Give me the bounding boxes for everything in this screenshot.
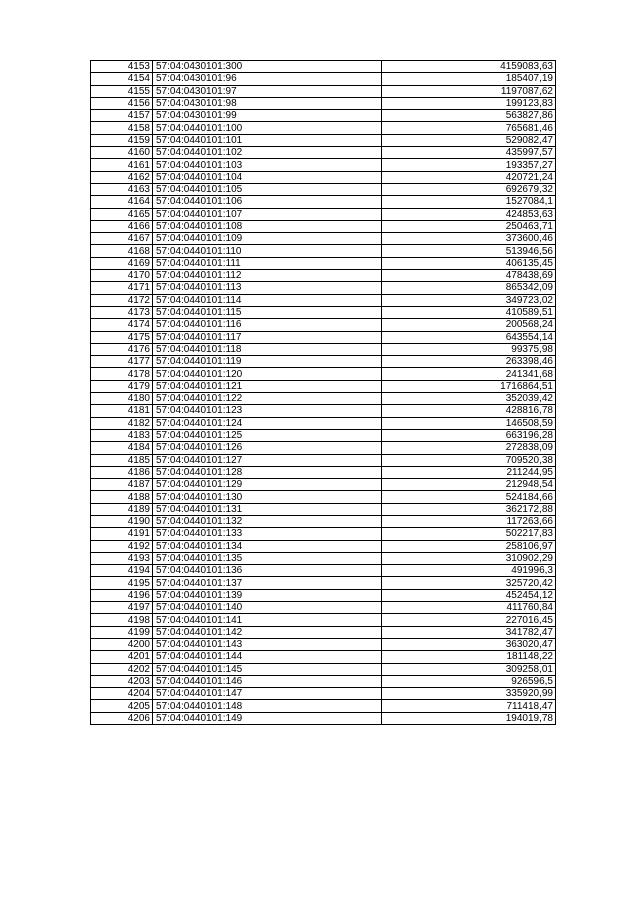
row-number-cell: 4184 xyxy=(91,442,153,454)
cadastral-value-cell: 341782,47 xyxy=(382,626,556,638)
cadastral-number-cell: 57:04:0440101:105 xyxy=(153,183,382,195)
table-row xyxy=(91,270,556,282)
cadastral-number-cell: 57:04:0440101:111 xyxy=(153,257,382,269)
table-row xyxy=(91,417,556,429)
row-number-cell: 4157 xyxy=(91,110,153,122)
table-row xyxy=(91,196,556,208)
table-row xyxy=(91,466,556,478)
table-row xyxy=(91,134,556,146)
cadastral-number-cell: 57:04:0440101:126 xyxy=(153,442,382,454)
cadastral-value-cell: 352039,42 xyxy=(382,393,556,405)
table-row xyxy=(91,479,556,491)
row-number-cell: 4166 xyxy=(91,220,153,232)
cadastral-number-cell: 57:04:0440101:132 xyxy=(153,515,382,527)
cadastral-number-cell: 57:04:0440101:131 xyxy=(153,503,382,515)
cadastral-number-cell: 57:04:0440101:113 xyxy=(153,282,382,294)
row-number-cell: 4202 xyxy=(91,663,153,675)
cadastral-number-cell: 57:04:0440101:101 xyxy=(153,134,382,146)
cadastral-value-cell: 529082,47 xyxy=(382,134,556,146)
cadastral-number-cell: 57:04:0440101:116 xyxy=(153,319,382,331)
row-number-cell: 4154 xyxy=(91,73,153,85)
row-number-cell: 4199 xyxy=(91,626,153,638)
row-number-cell: 4180 xyxy=(91,393,153,405)
cadastral-value-cell: 373600,46 xyxy=(382,233,556,245)
cadastral-number-cell: 57:04:0440101:104 xyxy=(153,171,382,183)
cadastral-number-cell: 57:04:0440101:136 xyxy=(153,565,382,577)
table-row xyxy=(91,405,556,417)
row-number-cell: 4203 xyxy=(91,675,153,687)
cadastral-value-cell: 420721,24 xyxy=(382,171,556,183)
cadastral-number-cell: 57:04:0440101:137 xyxy=(153,577,382,589)
table-row xyxy=(91,515,556,527)
row-number-cell: 4156 xyxy=(91,97,153,109)
cadastral-value-cell: 241341,68 xyxy=(382,368,556,380)
cadastral-value-cell: 502217,83 xyxy=(382,528,556,540)
cadastral-number-cell: 57:04:0440101:139 xyxy=(153,589,382,601)
table-row xyxy=(91,159,556,171)
cadastral-value-cell: 452454,12 xyxy=(382,589,556,601)
table-row xyxy=(91,626,556,638)
cadastral-value-cell: 513946,56 xyxy=(382,245,556,257)
row-number-cell: 4194 xyxy=(91,565,153,577)
table-row xyxy=(91,638,556,650)
table-row xyxy=(91,306,556,318)
table-row xyxy=(91,85,556,97)
row-number-cell: 4198 xyxy=(91,614,153,626)
row-number-cell: 4190 xyxy=(91,515,153,527)
row-number-cell: 4195 xyxy=(91,577,153,589)
cadastral-value-cell: 250463,71 xyxy=(382,220,556,232)
cadastral-value-cell: 117263,66 xyxy=(382,515,556,527)
cadastral-value-cell: 643554,14 xyxy=(382,331,556,343)
cadastral-value-cell: 406135,45 xyxy=(382,257,556,269)
row-number-cell: 4192 xyxy=(91,540,153,552)
cadastral-number-cell: 57:04:0440101:128 xyxy=(153,466,382,478)
cadastral-value-cell: 335920,99 xyxy=(382,688,556,700)
cadastral-number-cell: 57:04:0440101:149 xyxy=(153,712,382,724)
table-row xyxy=(91,380,556,392)
row-number-cell: 4188 xyxy=(91,491,153,503)
row-number-cell: 4185 xyxy=(91,454,153,466)
row-number-cell: 4176 xyxy=(91,343,153,355)
cadastral-value-cell: 1527084,1 xyxy=(382,196,556,208)
cadastral-value-cell: 865342,09 xyxy=(382,282,556,294)
table-row xyxy=(91,528,556,540)
table-row xyxy=(91,343,556,355)
cadastral-number-cell: 57:04:0440101:106 xyxy=(153,196,382,208)
cadastral-number-cell: 57:04:0440101:118 xyxy=(153,343,382,355)
cadastral-number-cell: 57:04:0440101:143 xyxy=(153,638,382,650)
cadastral-value-cell: 200568,24 xyxy=(382,319,556,331)
cadastral-number-cell: 57:04:0440101:140 xyxy=(153,602,382,614)
cadastral-number-cell: 57:04:0440101:112 xyxy=(153,270,382,282)
table-row xyxy=(91,503,556,515)
table-row xyxy=(91,700,556,712)
cadastral-number-cell: 57:04:0440101:127 xyxy=(153,454,382,466)
cadastral-number-cell: 57:04:0440101:122 xyxy=(153,393,382,405)
cadastral-value-cell: 765681,46 xyxy=(382,122,556,134)
row-number-cell: 4183 xyxy=(91,429,153,441)
row-number-cell: 4206 xyxy=(91,712,153,724)
row-number-cell: 4178 xyxy=(91,368,153,380)
table-row xyxy=(91,122,556,134)
row-number-cell: 4173 xyxy=(91,306,153,318)
cadastral-value-cell: 362172,88 xyxy=(382,503,556,515)
cadastral-value-cell: 428816,78 xyxy=(382,405,556,417)
cadastral-number-cell: 57:04:0440101:119 xyxy=(153,356,382,368)
table-row xyxy=(91,183,556,195)
cadastral-number-cell: 57:04:0430101:97 xyxy=(153,85,382,97)
cadastral-number-cell: 57:04:0440101:117 xyxy=(153,331,382,343)
cadastral-value-cell: 212948,54 xyxy=(382,479,556,491)
row-number-cell: 4165 xyxy=(91,208,153,220)
cadastral-number-cell: 57:04:0440101:147 xyxy=(153,688,382,700)
cadastral-value-cell: 211244,95 xyxy=(382,466,556,478)
cadastral-value-cell: 258106,97 xyxy=(382,540,556,552)
row-number-cell: 4162 xyxy=(91,171,153,183)
cadastral-number-cell: 57:04:0440101:123 xyxy=(153,405,382,417)
table-row xyxy=(91,675,556,687)
row-number-cell: 4174 xyxy=(91,319,153,331)
cadastral-value-cell: 1716864,51 xyxy=(382,380,556,392)
cadastral-number-cell: 57:04:0440101:142 xyxy=(153,626,382,638)
cadastral-value-cell: 709520,38 xyxy=(382,454,556,466)
row-number-cell: 4182 xyxy=(91,417,153,429)
cadastral-value-cell: 181148,22 xyxy=(382,651,556,663)
row-number-cell: 4201 xyxy=(91,651,153,663)
table-row xyxy=(91,73,556,85)
cadastral-value-table xyxy=(90,60,556,725)
table-row xyxy=(91,712,556,724)
table-row xyxy=(91,257,556,269)
table-row xyxy=(91,442,556,454)
cadastral-number-cell: 57:04:0440101:134 xyxy=(153,540,382,552)
table-row xyxy=(91,220,556,232)
cadastral-number-cell: 57:04:0440101:102 xyxy=(153,147,382,159)
row-number-cell: 4167 xyxy=(91,233,153,245)
cadastral-value-cell: 1197087,62 xyxy=(382,85,556,97)
table-row xyxy=(91,233,556,245)
table-row xyxy=(91,208,556,220)
cadastral-value-cell: 563827,86 xyxy=(382,110,556,122)
cadastral-value-cell: 349723,02 xyxy=(382,294,556,306)
row-number-cell: 4191 xyxy=(91,528,153,540)
cadastral-value-cell: 194019,78 xyxy=(382,712,556,724)
cadastral-value-cell: 99375,98 xyxy=(382,343,556,355)
cadastral-value-cell: 309258,01 xyxy=(382,663,556,675)
cadastral-number-cell: 57:04:0430101:300 xyxy=(153,61,382,73)
row-number-cell: 4168 xyxy=(91,245,153,257)
cadastral-value-cell: 478438,69 xyxy=(382,270,556,282)
cadastral-value-cell: 263398,46 xyxy=(382,356,556,368)
cadastral-number-cell: 57:04:0440101:115 xyxy=(153,306,382,318)
cadastral-number-cell: 57:04:0440101:121 xyxy=(153,380,382,392)
cadastral-number-cell: 57:04:0430101:98 xyxy=(153,97,382,109)
row-number-cell: 4196 xyxy=(91,589,153,601)
row-number-cell: 4158 xyxy=(91,122,153,134)
row-number-cell: 4175 xyxy=(91,331,153,343)
row-number-cell: 4172 xyxy=(91,294,153,306)
row-number-cell: 4170 xyxy=(91,270,153,282)
table-row xyxy=(91,368,556,380)
cadastral-number-cell: 57:04:0440101:129 xyxy=(153,479,382,491)
table-row xyxy=(91,552,556,564)
table-row xyxy=(91,97,556,109)
cadastral-value-cell: 410589,51 xyxy=(382,306,556,318)
cadastral-value-cell: 663196,28 xyxy=(382,429,556,441)
table-row xyxy=(91,614,556,626)
table-row xyxy=(91,663,556,675)
cadastral-value-cell: 185407,19 xyxy=(382,73,556,85)
row-number-cell: 4193 xyxy=(91,552,153,564)
cadastral-number-cell: 57:04:0440101:141 xyxy=(153,614,382,626)
table-row xyxy=(91,245,556,257)
cadastral-number-cell: 57:04:0440101:107 xyxy=(153,208,382,220)
table-row xyxy=(91,61,556,73)
cadastral-value-cell: 146508,59 xyxy=(382,417,556,429)
cadastral-number-cell: 57:04:0440101:110 xyxy=(153,245,382,257)
cadastral-number-cell: 57:04:0440101:125 xyxy=(153,429,382,441)
cadastral-number-cell: 57:04:0440101:109 xyxy=(153,233,382,245)
cadastral-value-cell: 711418,47 xyxy=(382,700,556,712)
cadastral-value-cell: 325720,42 xyxy=(382,577,556,589)
cadastral-value-cell: 435997,57 xyxy=(382,147,556,159)
row-number-cell: 4161 xyxy=(91,159,153,171)
cadastral-value-cell: 411760,84 xyxy=(382,602,556,614)
table-row xyxy=(91,540,556,552)
row-number-cell: 4204 xyxy=(91,688,153,700)
row-number-cell: 4186 xyxy=(91,466,153,478)
table-row xyxy=(91,331,556,343)
row-number-cell: 4155 xyxy=(91,85,153,97)
table-row xyxy=(91,651,556,663)
cadastral-value-cell: 692679,32 xyxy=(382,183,556,195)
cadastral-value-cell: 4159083,63 xyxy=(382,61,556,73)
cadastral-value-cell: 193357,27 xyxy=(382,159,556,171)
cadastral-number-cell: 57:04:0440101:145 xyxy=(153,663,382,675)
row-number-cell: 4189 xyxy=(91,503,153,515)
cadastral-number-cell: 57:04:0440101:114 xyxy=(153,294,382,306)
cadastral-number-cell: 57:04:0440101:130 xyxy=(153,491,382,503)
cadastral-value-cell: 491996,3 xyxy=(382,565,556,577)
table-row xyxy=(91,393,556,405)
row-number-cell: 4169 xyxy=(91,257,153,269)
cadastral-value-cell: 524184,66 xyxy=(382,491,556,503)
cadastral-value-cell: 363020,47 xyxy=(382,638,556,650)
cadastral-value-cell: 199123,83 xyxy=(382,97,556,109)
table-row xyxy=(91,602,556,614)
cadastral-number-cell: 57:04:0440101:148 xyxy=(153,700,382,712)
table-row xyxy=(91,688,556,700)
cadastral-value-cell: 272838,09 xyxy=(382,442,556,454)
cadastral-number-cell: 57:04:0430101:96 xyxy=(153,73,382,85)
row-number-cell: 4177 xyxy=(91,356,153,368)
cadastral-number-cell: 57:04:0440101:103 xyxy=(153,159,382,171)
table-body xyxy=(91,61,556,725)
row-number-cell: 4181 xyxy=(91,405,153,417)
cadastral-value-cell: 424853,63 xyxy=(382,208,556,220)
cadastral-value-cell: 926596,5 xyxy=(382,675,556,687)
cadastral-number-cell: 57:04:0440101:144 xyxy=(153,651,382,663)
cadastral-value-cell: 227016,45 xyxy=(382,614,556,626)
table-row xyxy=(91,429,556,441)
table-row xyxy=(91,294,556,306)
table-row xyxy=(91,577,556,589)
row-number-cell: 4205 xyxy=(91,700,153,712)
table-row xyxy=(91,110,556,122)
cadastral-number-cell: 57:04:0440101:146 xyxy=(153,675,382,687)
cadastral-value-cell: 310902,29 xyxy=(382,552,556,564)
row-number-cell: 4200 xyxy=(91,638,153,650)
row-number-cell: 4159 xyxy=(91,134,153,146)
table-row xyxy=(91,356,556,368)
row-number-cell: 4197 xyxy=(91,602,153,614)
table-row xyxy=(91,147,556,159)
table-row xyxy=(91,171,556,183)
cadastral-number-cell: 57:04:0440101:108 xyxy=(153,220,382,232)
row-number-cell: 4179 xyxy=(91,380,153,392)
cadastral-number-cell: 57:04:0440101:100 xyxy=(153,122,382,134)
table-row xyxy=(91,454,556,466)
row-number-cell: 4171 xyxy=(91,282,153,294)
table-row xyxy=(91,282,556,294)
cadastral-number-cell: 57:04:0440101:120 xyxy=(153,368,382,380)
row-number-cell: 4153 xyxy=(91,61,153,73)
row-number-cell: 4164 xyxy=(91,196,153,208)
table-row xyxy=(91,589,556,601)
table-row xyxy=(91,565,556,577)
table-row xyxy=(91,319,556,331)
row-number-cell: 4160 xyxy=(91,147,153,159)
cadastral-number-cell: 57:04:0440101:135 xyxy=(153,552,382,564)
row-number-cell: 4187 xyxy=(91,479,153,491)
cadastral-number-cell: 57:04:0430101:99 xyxy=(153,110,382,122)
cadastral-number-cell: 57:04:0440101:124 xyxy=(153,417,382,429)
cadastral-number-cell: 57:04:0440101:133 xyxy=(153,528,382,540)
row-number-cell: 4163 xyxy=(91,183,153,195)
table-row xyxy=(91,491,556,503)
